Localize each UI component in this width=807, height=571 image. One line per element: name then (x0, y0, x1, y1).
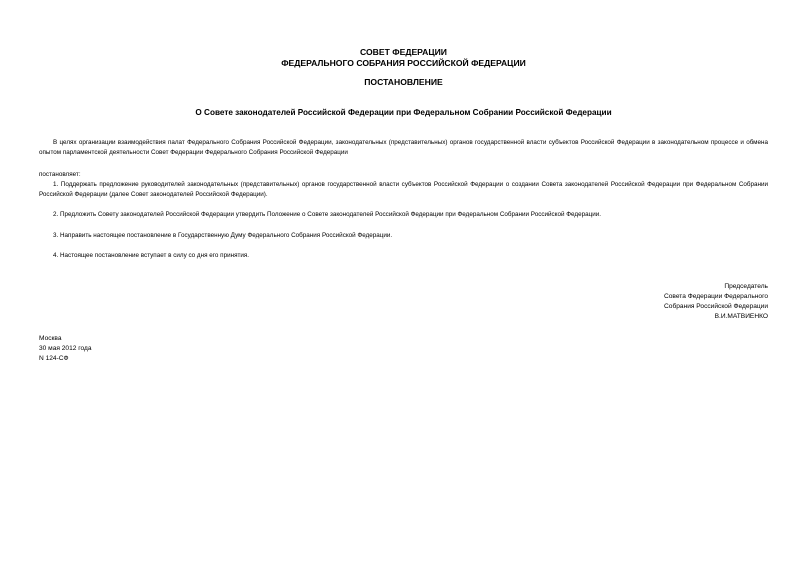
signature-block (664, 282, 768, 322)
signatory-body-2: Собрания Российской Федерации (664, 303, 768, 310)
document-number: N 124-СФ (39, 355, 69, 362)
resolves-label: постановляет: (39, 171, 81, 178)
place: Москва (39, 335, 62, 342)
clause-3: 3. Направить настоящее постановление в Государственную Думу Федерального Собрания Российской Федерации. (53, 232, 393, 239)
issuer-line-2: ФЕДЕРАЛЬНОГО СОБРАНИЯ РОССИЙСКОЙ ФЕДЕРАЦИИ (281, 58, 526, 68)
signatory-body-1: Совета Федерации Федерального (663, 293, 768, 300)
clause-2: 2. Предложить Совету законодателей Российской Федерации утвердить Положение о Совете законодателей Российской Федерации при Федеральном Собрании Российской Федерации. (53, 211, 601, 218)
preamble-paragraph: В целях организации взаимодействия палат Федерального Собрания Российской Федерации, законодательных (представительных) органов государственной власти субъектов Российской Федерации в законодательном процессе и обмена опытом парламентской деятельности Совет Федерации Федерального Собрания Российской Федерации (39, 139, 768, 156)
clause-1: 1. Поддержать предложение руководителей законодательных (представительных) органов государственной власти субъектов Российской Федерации о создании Совета законодателей Российской Федерации при Федеральном Собрании Российской Федерации (далее Совет законодателей Российской Федерации). (39, 181, 768, 198)
place-date-block (39, 334, 92, 364)
issuer-line-1: СОВЕТ ФЕДЕРАЦИИ (360, 47, 447, 57)
document-title: О Совете законодателей Российской Федерации при Федеральном Собрании Российской Федерации (195, 108, 612, 117)
signatory-name: В.И.МАТВИЕНКО (714, 313, 768, 320)
signatory-position: Председатель (724, 283, 768, 290)
document-type: ПОСТАНОВЛЕНИЕ (364, 77, 443, 87)
adoption-date: 30 мая 2012 года (39, 345, 92, 352)
clause-4: 4. Настоящее постановление вступает в силу со дня его принятия. (53, 252, 250, 259)
